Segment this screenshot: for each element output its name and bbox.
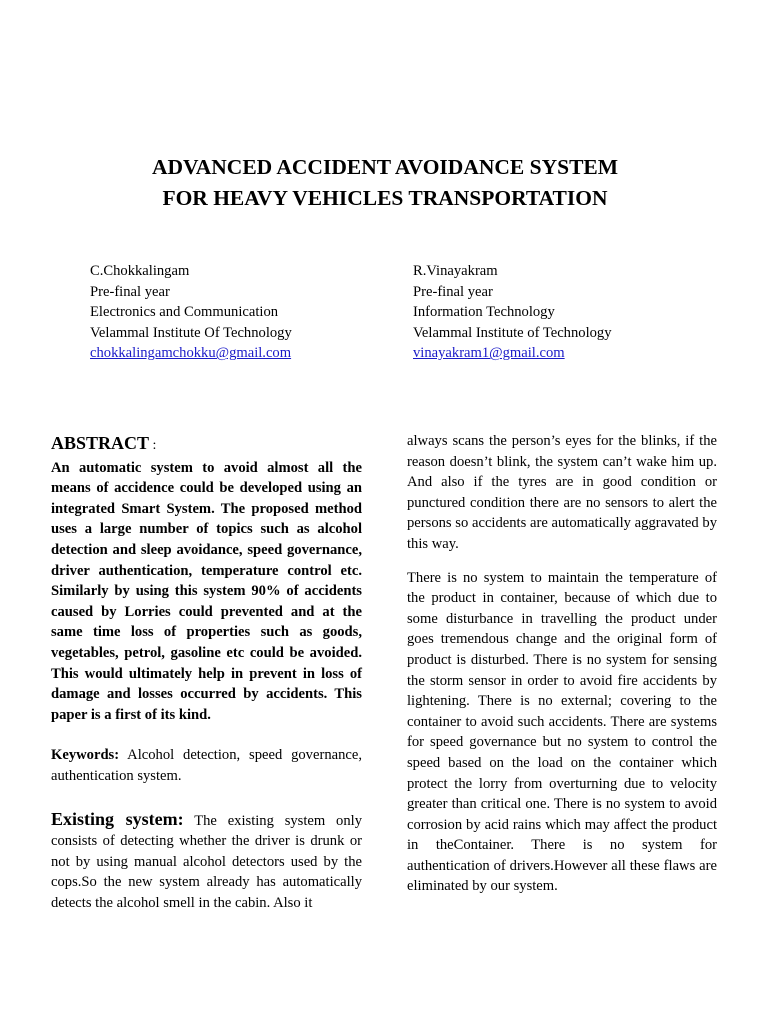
abstract-heading: ABSTRACT	[51, 433, 150, 453]
existing-system-text: The existing system only consists of detecting whether the driver is drunk or not by using manual alcohol detectors used by the cops.So the new system already has automatically detects the alcohol smell in the cabin. Also it	[51, 812, 362, 911]
abstract-colon: :	[149, 438, 157, 453]
author-department: Information Technology	[413, 304, 555, 321]
author-email-link[interactable]: chokkalingamchokku@gmail.com	[90, 345, 292, 362]
author-year: Pre-final year	[90, 283, 170, 300]
title-line-2: FOR HEAVY VEHICLES TRANSPORTATION	[162, 186, 608, 210]
author-year: Pre-final year	[413, 283, 493, 300]
author-institute: Velammal Institute Of Technology	[90, 324, 292, 341]
right-paragraph-1: always scans the person’s eyes for the blinks, if the reason doesn’t blink, the system can’t wake him up. And also if the tyres are in good condition or punctured condition there are no sensors to alert the persons so accidents are automatically aggravated by this way.	[407, 433, 717, 552]
existing-system-heading: Existing system:	[51, 808, 184, 829]
author-email-link[interactable]: vinayakram1@gmail.com	[413, 345, 565, 362]
author-name: R.Vinayakram	[413, 263, 498, 279]
author-institute: Velammal Institute of Technology	[413, 324, 612, 341]
right-column	[407, 431, 717, 897]
author-block-1	[90, 261, 292, 364]
title-line-1: ADVANCED ACCIDENT AVOIDANCE SYSTEM	[151, 155, 619, 179]
keywords-paragraph	[51, 745, 362, 786]
existing-system-paragraph	[51, 809, 362, 914]
keywords-label: Keywords:	[51, 747, 120, 764]
keywords-text: Alcohol detection, speed governance, authentication system.	[51, 747, 362, 784]
abstract-body: An automatic system to avoid almost all the means of accidence could be developed using an integrated Smart System. The proposed method uses a large number of topics such as alcohol detection and sleep avoidance, speed governance, driver authentication, temperature control etc. Similarly by using this system 90% of accidents caused by Lorries could prevented and at the same time loss of properties such as goods, vegetables, petrol, gasoline etc could be avoided. This would ultimately help in prevent in loss of damage and losses occurred by accidents. This paper is a first of its kind.	[51, 459, 362, 723]
author-name: C.Chokkalingam	[90, 263, 190, 279]
left-column	[51, 431, 362, 913]
author-department: Electronics and Communication	[90, 304, 279, 321]
right-paragraph-2: There is no system to maintain the temperature of the product in container, because of which due to some disturbance in travelling the product under goes tremendous change and the original form of product is disturbed. There is no system for sensing the storm sensor in order to avoid fire accidents by lightening. There is no external; covering to the container to avoid such accidents. There are systems for speed governance but no system to control the speed based on the load on the container which protect the lorry from overturning due to velocity greater than critical one. There is no system to avoid corrosion by acid rains which may affect the product in theContainer. There is no system for authentication of drivers.However all these flaws are eliminated by our system.	[407, 569, 717, 895]
author-block-2	[413, 261, 612, 364]
abstract-heading-line	[51, 431, 362, 457]
paper-title	[60, 152, 710, 214]
